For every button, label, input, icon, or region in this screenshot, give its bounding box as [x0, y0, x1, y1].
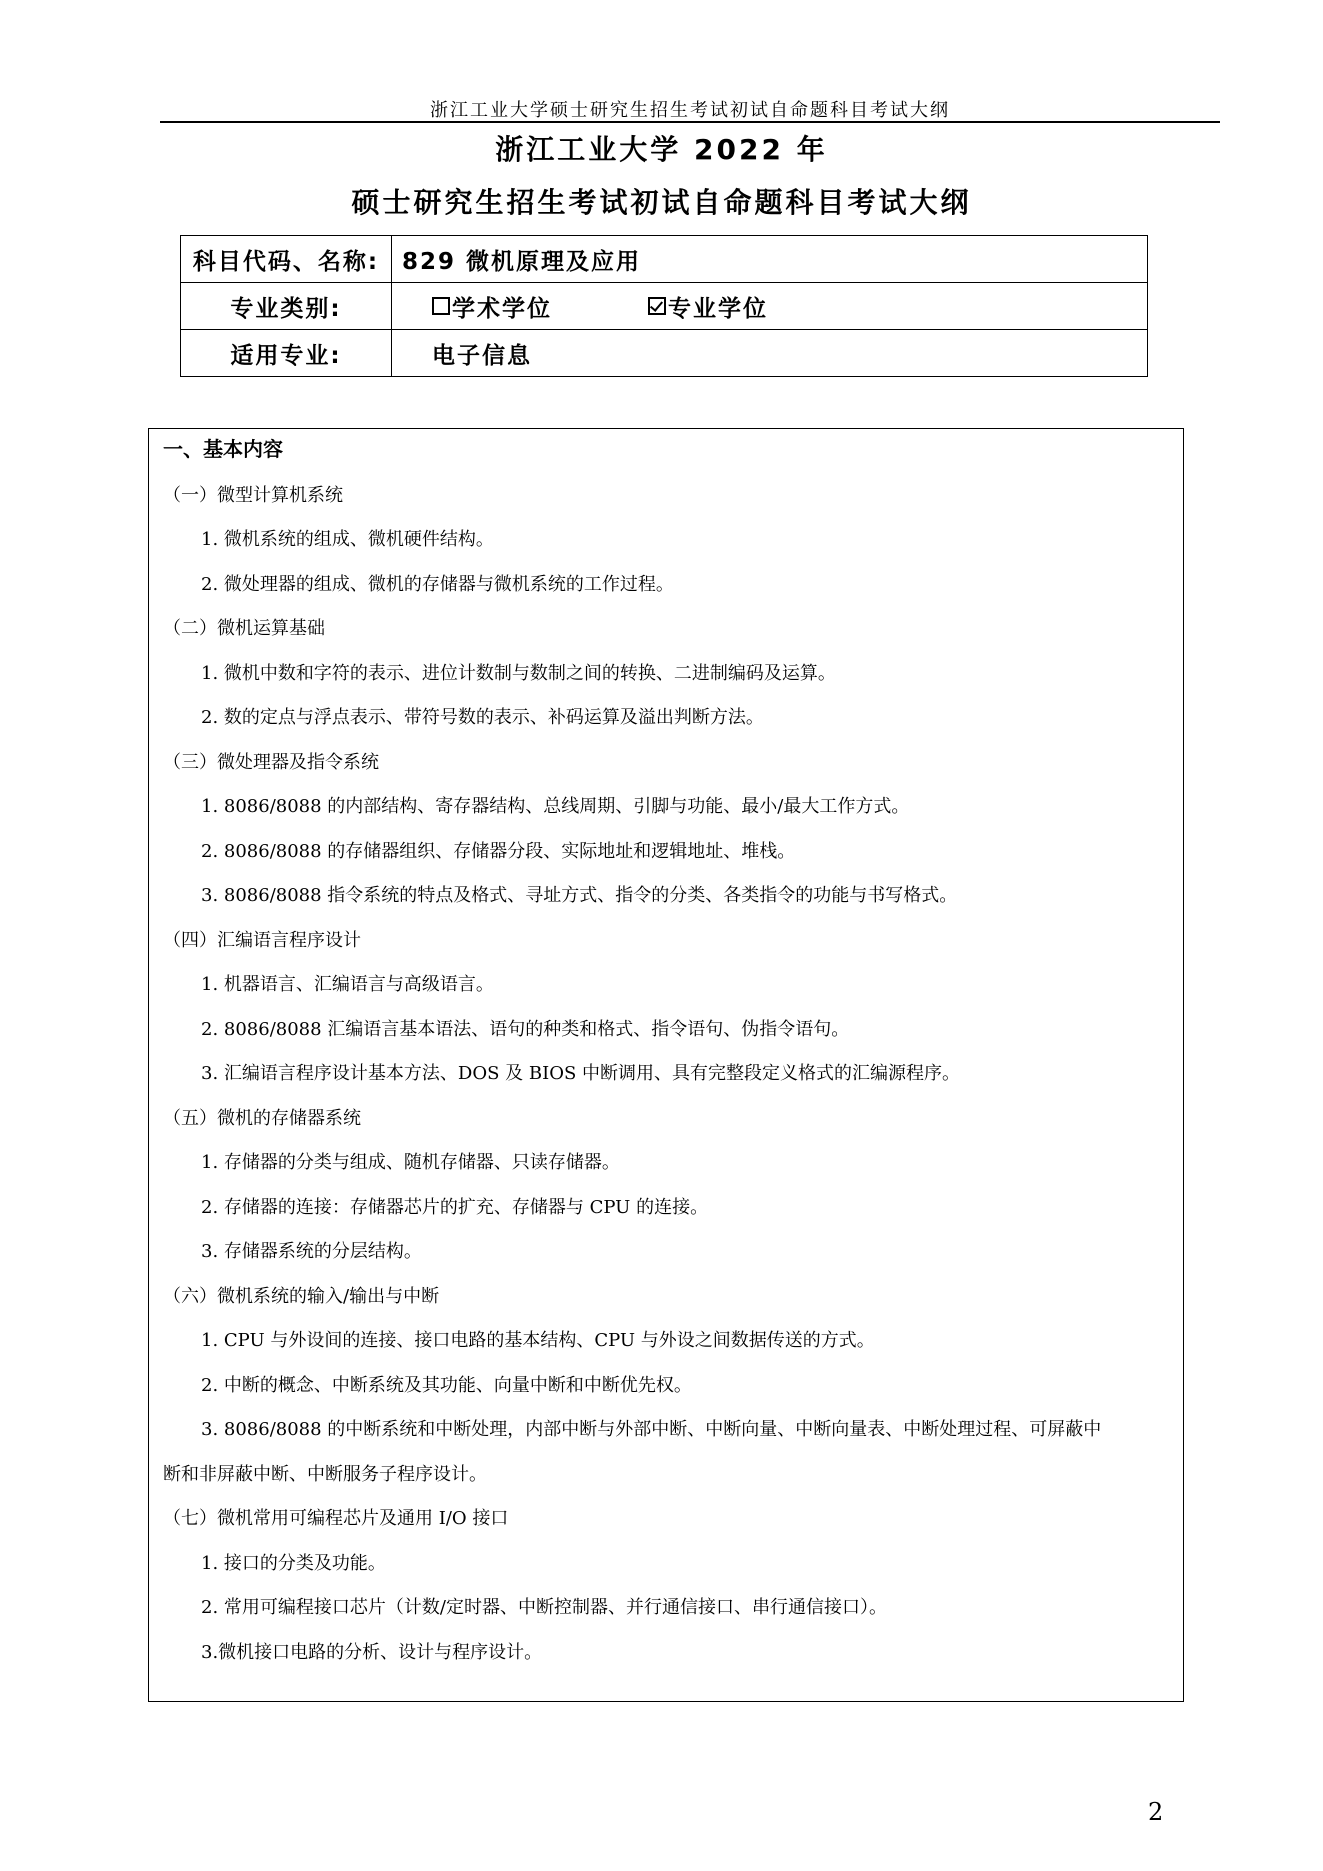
- major-label: 适用专业:: [181, 330, 392, 377]
- list-item: 1. 微机系统的组成、微机硬件结构。: [201, 529, 494, 550]
- list-item: 2. 存储器的连接：存储器芯片的扩充、存储器与 CPU 的连接。: [201, 1196, 709, 1218]
- academic-degree-option: [432, 290, 552, 323]
- running-header: 浙江工业大学硕士研究生招生考试初试自命题科目考试大纲: [430, 100, 950, 121]
- professional-degree-option: [648, 290, 768, 323]
- list-item: 2. 8086/8088 的存储器组织、存储器分段、实际地址和逻辑地址、堆栈。: [201, 840, 796, 862]
- professional-degree-checked-box-icon: [648, 297, 666, 315]
- list-item: 1. 微机中数和字符的表示、进位计数制与数制之间的转换、二进制编码及运算。: [201, 662, 836, 684]
- header-rule: [160, 121, 1220, 123]
- subject-info-table: [180, 235, 1148, 377]
- subsection-heading: （五）微机的存储器系统: [163, 1107, 361, 1129]
- list-item: 3. 存储器系统的分层结构。: [201, 1241, 422, 1262]
- subsection-heading: （二）微机运算基础: [163, 618, 325, 639]
- list-item: 2. 8086/8088 汇编语言基本语法、语句的种类和格式、指令语句、伪指令语句。: [201, 1018, 850, 1040]
- list-item: 3.微机接口电路的分析、设计与程序设计。: [201, 1641, 543, 1663]
- list-item: 1. 机器语言、汇编语言与高级语言。: [201, 974, 494, 995]
- academic-degree-checkbox-icon: [432, 297, 450, 315]
- list-item-continuation: 断和非屏蔽中断、中断服务子程序设计。: [163, 1463, 487, 1485]
- document-subtitle: 硕士研究生招生考试初试自命题科目考试大纲: [351, 186, 972, 219]
- list-item: 2. 常用可编程接口芯片（计数/定时器、中断控制器、并行通信接口、串行通信接口）。: [201, 1597, 887, 1618]
- list-item: 1. 接口的分类及功能。: [201, 1552, 386, 1574]
- list-item: 3. 汇编语言程序设计基本方法、DOS 及 BIOS 中断调用、具有完整段定义格式的汇编源程序。: [201, 1063, 961, 1084]
- category-row: [181, 283, 1148, 330]
- professional-degree-label: 专业学位: [668, 295, 769, 322]
- list-item: 3. 8086/8088 的中断系统和中断处理，内部中断与外部中断、中断向量、中断向量表、中断处理过程、可屏蔽中: [201, 1419, 1102, 1440]
- subject-row: [181, 236, 1148, 283]
- category-options: [392, 283, 1148, 330]
- subsection-heading: （四）汇编语言程序设计: [163, 929, 361, 951]
- list-item: 3. 8086/8088 指令系统的特点及格式、寻址方式、指令的分类、各类指令的功能与书写格式。: [201, 885, 958, 906]
- subsection-heading: （七）微机常用可编程芯片及通用 I/O 接口: [163, 1508, 509, 1529]
- list-item: 2. 中断的概念、中断系统及其功能、向量中断和中断优先权。: [201, 1374, 692, 1396]
- list-item: 2. 数的定点与浮点表示、带符号数的表示、补码运算及溢出判断方法。: [201, 707, 764, 728]
- content-box: [148, 428, 1184, 1702]
- subject-label: 科目代码、名称:: [181, 236, 392, 283]
- academic-degree-label: 学术学位: [452, 295, 552, 322]
- list-item: 1. 8086/8088 的内部结构、寄存器结构、总线周期、引脚与功能、最小/最大工作方式。: [201, 796, 910, 817]
- list-item: 1. 存储器的分类与组成、随机存储器、只读存储器。: [201, 1152, 620, 1173]
- list-item: 2. 微处理器的组成、微机的存储器与微机系统的工作过程。: [201, 573, 674, 595]
- subsection-heading: （三）微处理器及指令系统: [163, 751, 379, 773]
- page-number: 2: [1148, 1798, 1164, 1826]
- subsection-heading: （六）微机系统的输入/输出与中断: [163, 1285, 440, 1307]
- category-label: 专业类别:: [181, 283, 392, 330]
- major-row: [181, 330, 1148, 377]
- list-item: 1. CPU 与外设间的连接、接口电路的基本结构、CPU 与外设之间数据传送的方式。: [201, 1330, 875, 1351]
- subsection-heading: （一）微型计算机系统: [163, 484, 343, 506]
- subject-value: 829 微机原理及应用: [392, 236, 1148, 283]
- major-value: 电子信息: [392, 330, 1148, 377]
- content-lines: [149, 474, 1183, 1676]
- section-heading: 一、基本内容: [163, 437, 283, 461]
- document-title: 浙江工业大学 2022 年: [495, 133, 828, 166]
